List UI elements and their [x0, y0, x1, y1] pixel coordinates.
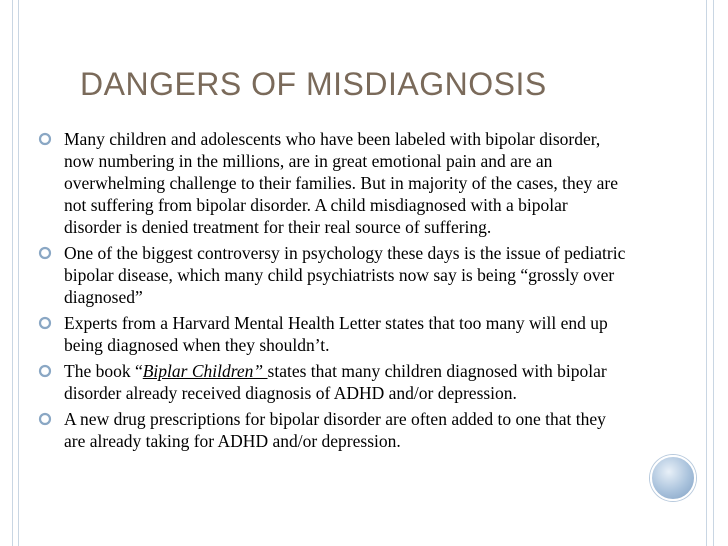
bullet-text: Experts from a Harvard Mental Health Letter states that too many will end up being diagnosed when they shouldn’t. — [64, 313, 608, 355]
slide-title: DANGERS OF MISDIAGNOSIS — [80, 66, 547, 102]
bullet-text: Many children and adolescents who have been labeled with bipolar disorder, now numbering in the millions, are in great emotional pain and are an overwhelming challenge to their families. But in majority of the cases, they are not suffering from bipolar disorder. A child misdiagnosed with a bipolar disorder is denied treatment for their real source of suffering. — [64, 129, 618, 237]
hollow-ring-bullet-icon — [38, 364, 52, 378]
bullet-list — [38, 128, 628, 456]
hollow-ring-bullet-icon — [38, 412, 52, 426]
right-frame-decoration — [706, 0, 714, 546]
left-frame-decoration — [12, 0, 19, 546]
decorative-orb — [650, 455, 696, 501]
bullet-item — [38, 312, 628, 356]
hollow-ring-bullet-icon — [38, 132, 52, 146]
bullet-item — [38, 408, 628, 452]
hollow-ring-bullet-icon — [38, 316, 52, 330]
book-title-link[interactable]: Biplar Children” — [142, 361, 268, 381]
bullet-item — [38, 242, 628, 308]
bullet-text-suffix: states that many children diagnosed with bipolar disorder already received diagnosis of ADHD and/or depression. — [64, 361, 607, 403]
bullet-item — [38, 360, 628, 404]
bullet-text: A new drug prescriptions for bipolar disorder are often added to one that they are already taking for ADHD and/or depression. — [64, 409, 606, 451]
bullet-item — [38, 128, 628, 238]
bullet-text: One of the biggest controversy in psychology these days is the issue of pediatric bipolar disease, which many child psychiatrists now say is being “grossly over diagnosed” — [64, 243, 626, 307]
hollow-ring-bullet-icon — [38, 246, 52, 260]
bullet-text-prefix: The book “ — [64, 361, 143, 381]
